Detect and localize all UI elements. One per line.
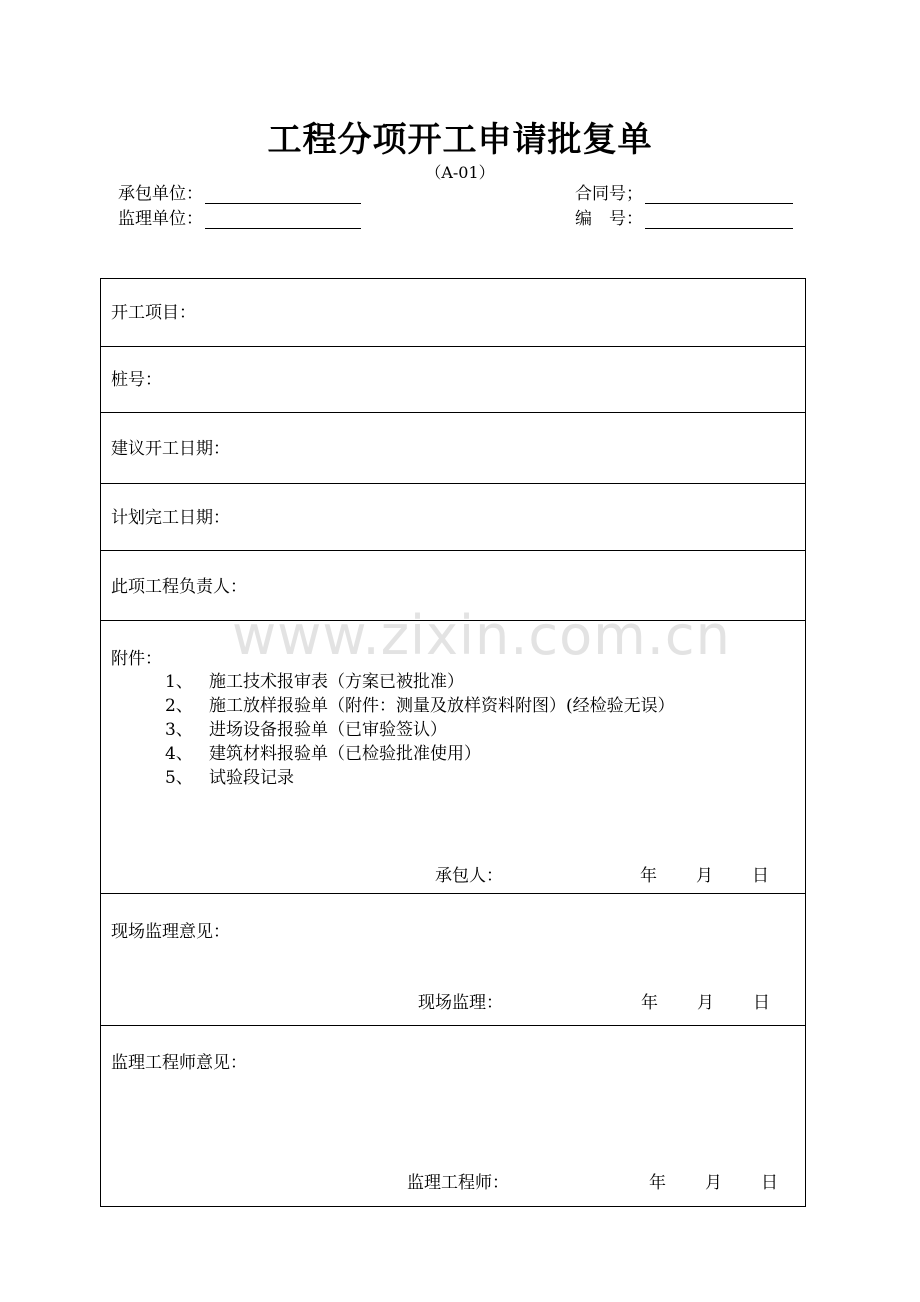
contractor-input-line[interactable] [205,185,361,204]
start-date-label: 建议开工日期： [111,439,230,459]
serial-no-field [575,207,793,231]
attachment-text: 施工放样报验单（附件：测量及放样资料附图）(经检验无误） [209,696,675,716]
date-month-label: 月 [696,866,713,886]
attachment-item-1 [165,670,464,694]
attachment-item-4 [165,742,481,766]
engineer-signer-label: 监理工程师： [407,1173,509,1193]
engineer-opinion-label: 监理工程师意见： [111,1053,247,1073]
responsible-label: 此项工程负责人： [111,577,247,597]
attachment-text: 建筑材料报验单（已检验批准使用） [209,744,481,764]
date-day-label: 日 [752,866,769,886]
form-code: （A-01） [425,163,495,182]
row-site-supervisor-opinion[interactable] [101,894,805,1026]
row-start-date[interactable] [101,413,805,484]
row-engineer-opinion[interactable] [101,1026,805,1206]
pile-label: 桩号： [111,370,162,390]
attachment-text: 施工技术报审表（方案已被批准） [209,672,464,692]
contract-no-label: 合同号； [575,184,643,204]
attachment-num: 2、 [165,696,193,716]
contractor-signer-label: 承包人： [435,866,503,886]
serial-no-label: 编 号： [575,209,643,229]
watermark: www.zixin.com.cn [232,604,731,667]
contract-no-field [575,182,793,206]
attachment-num: 1、 [165,672,193,692]
attachment-num: 5、 [165,768,193,788]
date-day-label: 日 [761,1173,778,1193]
serial-no-input-line[interactable] [645,210,793,229]
date-month-label: 月 [705,1173,722,1193]
row-attachments[interactable] [101,621,805,894]
contractor-label: 承包单位： [118,184,203,204]
date-day-label: 日 [753,993,770,1013]
date-month-label: 月 [697,993,714,1013]
row-pile-number[interactable] [101,346,805,413]
supervisor-input-line[interactable] [205,210,361,229]
attachment-item-5 [165,766,294,790]
row-project[interactable] [101,279,805,347]
supervisor-label: 监理单位： [118,209,203,229]
site-opinion-label: 现场监理意见： [111,922,230,942]
application-form-table [100,278,806,1207]
row-finish-date[interactable] [101,484,805,551]
contractor-field [118,182,361,206]
date-year-label: 年 [641,993,658,1013]
date-year-label: 年 [649,1173,666,1193]
finish-date-label: 计划完工日期： [111,508,230,528]
attachment-item-3 [165,718,447,742]
site-supervisor-signer-label: 现场监理： [418,993,503,1013]
project-label: 开工项目： [111,303,196,323]
attachment-item-2 [165,694,675,718]
attachment-text: 试验段记录 [209,768,294,788]
attachment-num: 3、 [165,720,193,740]
contract-no-input-line[interactable] [645,185,793,204]
document-title: 工程分项开工申请批复单 [267,120,653,160]
attachment-num: 4、 [165,744,193,764]
attachments-label: 附件： [111,649,162,669]
attachment-text: 进场设备报验单（已审验签认） [209,720,447,740]
row-responsible[interactable] [101,551,805,621]
date-year-label: 年 [640,866,657,886]
supervisor-field [118,207,361,231]
